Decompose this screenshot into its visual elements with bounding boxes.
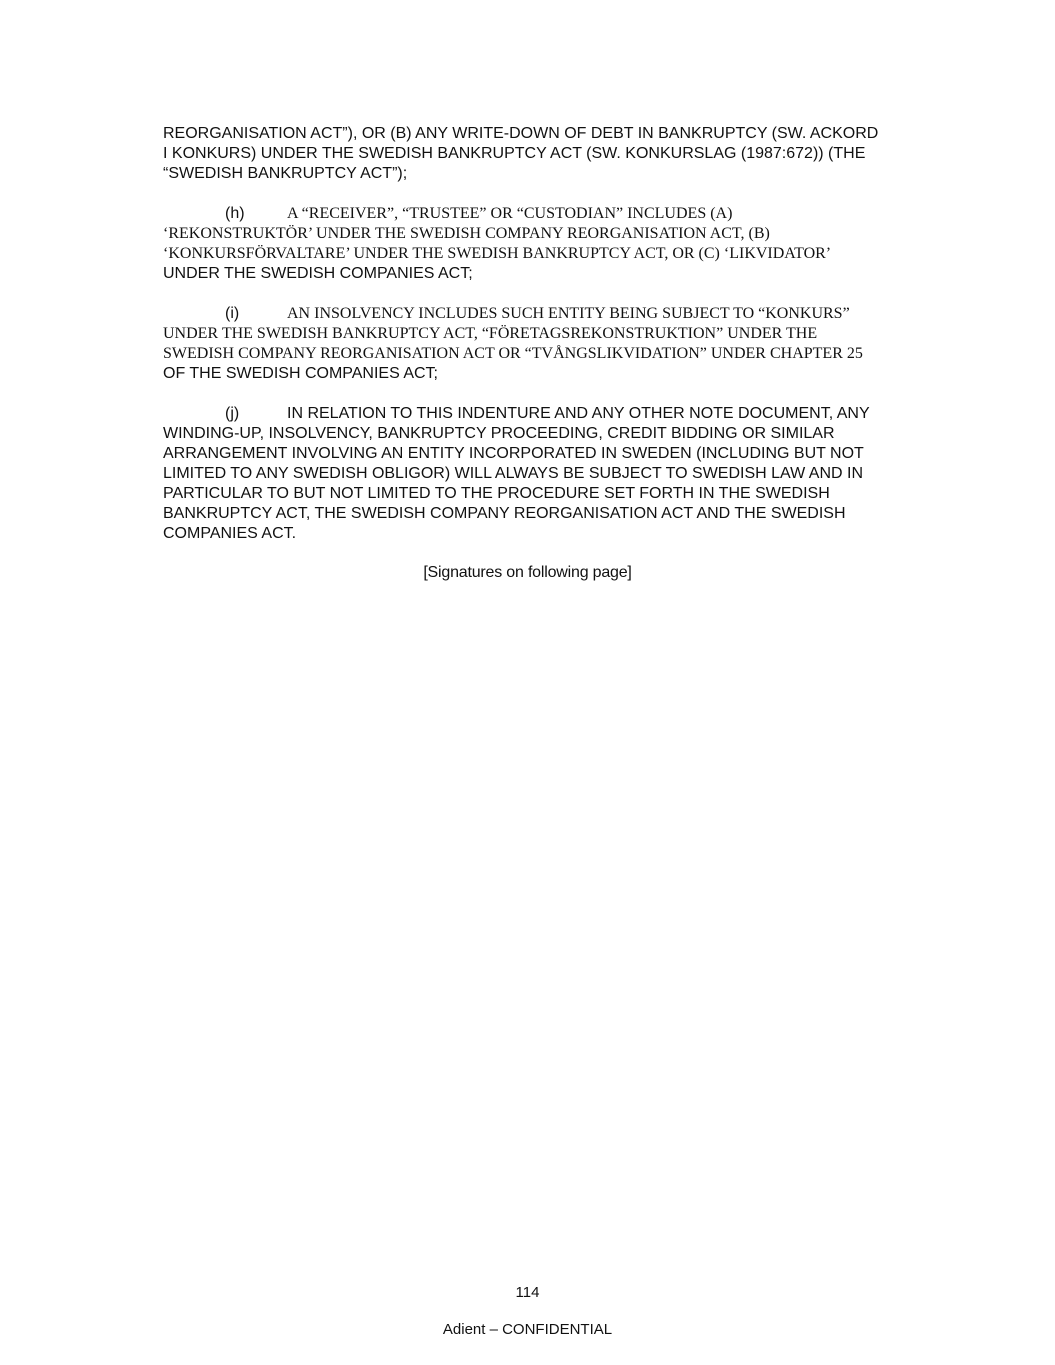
- signatures-note: [Signatures on following page]: [423, 564, 632, 581]
- confidential-footer: Adient – CONFIDENTIAL: [442, 1321, 613, 1338]
- clause-h: [163, 204, 933, 284]
- clause-i-marker: (i): [225, 305, 240, 322]
- clause-j-first-line: [163, 404, 933, 424]
- clause-j-line-4: LIMITED TO ANY SWEDISH OBLIGOR) WILL ALWAYS BE SUBJECT TO SWEDISH LAW AND IN: [163, 465, 864, 482]
- clause-j-line-1: IN RELATION TO THIS INDENTURE AND ANY OTHER NOTE DOCUMENT, ANY: [287, 405, 870, 422]
- clause-i-line-3: SWEDISH COMPANY REORGANISATION ACT OR “TVÅNGSLIKVIDATION” UNDER CHAPTER 25: [163, 345, 863, 362]
- clause-i: [163, 304, 933, 384]
- clause-i-line-1: AN INSOLVENCY INCLUDES SUCH ENTITY BEING SUBJECT TO “KONKURS”: [287, 305, 850, 322]
- clause-i-line-4: OF THE SWEDISH COMPANIES ACT;: [163, 365, 438, 382]
- clause-j-line-3: ARRANGEMENT INVOLVING AN ENTITY INCORPORATED IN SWEDEN (INCLUDING BUT NOT: [163, 445, 864, 462]
- clause-j-marker: (j): [225, 405, 240, 422]
- clause-j-line-7: COMPANIES ACT.: [163, 525, 297, 542]
- clause-i-first-line: [163, 304, 933, 324]
- clause-j-line-5: PARTICULAR TO BUT NOT LIMITED TO THE PROCEDURE SET FORTH IN THE SWEDISH: [163, 485, 830, 502]
- page-number: 114: [515, 1284, 540, 1301]
- clause-h-line-4: UNDER THE SWEDISH COMPANIES ACT;: [163, 265, 473, 282]
- clause-h-line-3: ‘KONKURSFÖRVALTARE’ UNDER THE SWEDISH BANKRUPTCY ACT, OR (C) ‘LIKVIDATOR’: [163, 245, 832, 262]
- clause-j-line-2: WINDING-UP, INSOLVENCY, BANKRUPTCY PROCEEDING, CREDIT BIDDING OR SIMILAR: [163, 425, 835, 442]
- clause-h-marker: (h): [225, 205, 245, 222]
- continuation-line-3: “SWEDISH BANKRUPTCY ACT”);: [163, 165, 408, 182]
- continuation-line-2: I KONKURS) UNDER THE SWEDISH BANKRUPTCY ACT (SW. KONKURSLAG (1987:672)) (THE: [163, 145, 866, 162]
- clause-j: [163, 404, 933, 544]
- clause-h-line-2: ‘REKONSTRUKTÖR’ UNDER THE SWEDISH COMPANY REORGANISATION ACT, (B): [163, 225, 770, 242]
- continuation-paragraph: [163, 124, 933, 184]
- clause-j-line-6: BANKRUPTCY ACT, THE SWEDISH COMPANY REORGANISATION ACT AND THE SWEDISH: [163, 505, 846, 522]
- continuation-line-1: REORGANISATION ACT”), OR (B) ANY WRITE-DOWN OF DEBT IN BANKRUPTCY (SW. ACKORD: [163, 125, 879, 142]
- clause-i-line-2: UNDER THE SWEDISH BANKRUPTCY ACT, “FÖRETAGSREKONSTRUKTION” UNDER THE: [163, 325, 818, 342]
- clause-h-first-line: [163, 204, 933, 224]
- clause-h-line-1: A “RECEIVER”, “TRUSTEE” OR “CUSTODIAN” INCLUDES (A): [287, 205, 733, 222]
